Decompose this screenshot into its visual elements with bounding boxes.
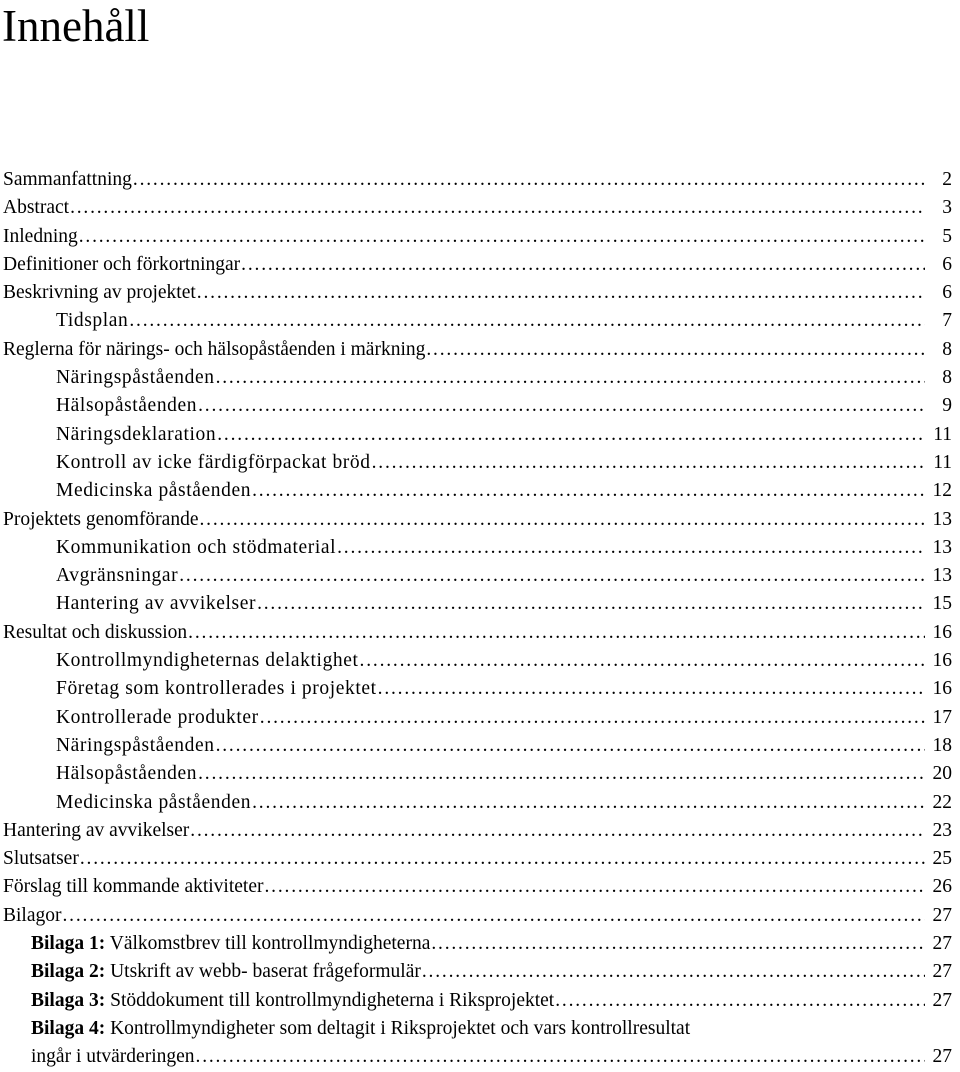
toc-dot-leader: [426, 336, 925, 364]
toc-entry[interactable]: [0, 902, 960, 930]
toc-dot-leader: [252, 477, 925, 505]
toc-entry[interactable]: [0, 590, 960, 618]
toc-entry[interactable]: [0, 364, 960, 392]
toc-appendix-entries: [0, 930, 960, 1071]
toc-entry-label: Näringspåståenden: [56, 367, 215, 389]
toc-entry-page-number: 13: [932, 565, 952, 587]
toc-entry-page-number: 6: [942, 282, 952, 304]
toc-dot-leader: [197, 279, 925, 307]
toc-entry-page-number: 16: [932, 678, 952, 700]
toc-dot-leader: [188, 619, 925, 647]
toc-dot-leader: [198, 760, 925, 788]
toc-dot-leader: [190, 817, 925, 845]
toc-dot-leader: [200, 506, 926, 534]
toc-dot-leader: [337, 534, 925, 562]
toc-appendix-prefix: Bilaga 3:: [31, 989, 106, 1011]
toc-entry-label: Företag som kontrollerades i projektet: [56, 678, 377, 700]
toc-appendix-label: [31, 958, 421, 986]
toc-dot-leader: [360, 647, 925, 675]
toc-entry-page-number: 6: [942, 253, 952, 275]
toc-appendix-page-number: 27: [932, 961, 952, 983]
toc-entry[interactable]: [0, 223, 960, 251]
toc-appendix-page-number: 27: [932, 989, 952, 1011]
toc-entry-label: Kommunikation och stödmaterial: [56, 536, 337, 558]
toc-appendix-prefix: Bilaga 4:: [31, 1017, 106, 1039]
toc-dot-leader: [129, 307, 925, 335]
toc-entry-page-number: 20: [932, 763, 952, 785]
toc-entry[interactable]: [0, 307, 960, 335]
toc-entry[interactable]: [0, 449, 960, 477]
table-of-contents: [0, 166, 960, 1072]
toc-appendix-entry-continuation[interactable]: [0, 1043, 960, 1071]
toc-entry-label: Bilagor: [3, 904, 62, 926]
toc-appendix-label: [31, 987, 554, 1015]
toc-entry[interactable]: [0, 873, 960, 901]
toc-appendix-prefix: Bilaga 1:: [31, 933, 106, 955]
toc-entry-page-number: 16: [932, 621, 952, 643]
toc-entry-label: Resultat och diskussion: [3, 621, 188, 643]
toc-entry[interactable]: [0, 562, 960, 590]
toc-entry-page-number: 8: [942, 367, 952, 389]
toc-dot-leader: [179, 562, 925, 590]
toc-entry-page-number: 16: [932, 650, 952, 672]
toc-entry-label: Inledning: [3, 225, 78, 247]
toc-entry[interactable]: [0, 279, 960, 307]
toc-entry-page-number: 5: [942, 225, 952, 247]
toc-entry-page-number: 9: [942, 395, 952, 417]
toc-appendix-title: Välkomstbrev till kontrollmyndigheterna: [105, 933, 431, 955]
toc-entry[interactable]: [0, 166, 960, 194]
toc-appendix-title: Stöddokument till kontrollmyndigheterna i Riksprojektet: [105, 989, 555, 1011]
toc-entry-page-number: 13: [932, 536, 952, 558]
toc-entry-label: Näringsdeklaration: [56, 423, 217, 445]
toc-appendix-label: [31, 1015, 690, 1043]
toc-dot-leader: [198, 392, 925, 420]
toc-entry-label: Reglerna för närings- och hälsopåståenden i märkning: [3, 338, 426, 360]
toc-entry[interactable]: [0, 506, 960, 534]
toc-entry[interactable]: [0, 421, 960, 449]
toc-dot-leader: [260, 704, 925, 732]
toc-entry-page-number: 25: [932, 848, 952, 870]
toc-entry-page-number: 17: [932, 706, 952, 728]
toc-entry-page-number: 18: [932, 734, 952, 756]
toc-dot-leader: [79, 223, 925, 251]
toc-entry[interactable]: [0, 704, 960, 732]
toc-entry-label: Kontroll av icke färdigförpackat bröd: [56, 451, 371, 473]
toc-entry-label: Kontrollerade produkter: [56, 706, 259, 728]
toc-main-entries: [0, 166, 960, 930]
toc-dot-leader: [133, 166, 925, 194]
toc-entry-label: Hantering av avvikelser: [56, 593, 257, 615]
toc-entry[interactable]: [0, 789, 960, 817]
toc-entry-page-number: 11: [933, 451, 952, 473]
toc-dot-leader: [80, 845, 925, 873]
page-title: Innehåll: [2, 1, 150, 51]
toc-appendix-entry[interactable]: [0, 930, 960, 958]
toc-dot-leader: [63, 902, 926, 930]
toc-entry-label: Kontrollmyndigheternas delaktighet: [56, 650, 359, 672]
toc-dot-leader: [378, 675, 925, 703]
toc-entry-page-number: 11: [933, 423, 952, 445]
toc-appendix-label-continuation: ingår i utvärderingen: [31, 1046, 195, 1068]
toc-appendix-page-number: 27: [932, 933, 952, 955]
toc-entry-label: Näringspåståenden: [56, 734, 215, 756]
toc-entry-label: Abstract: [3, 197, 70, 219]
toc-entry-label: Avgränsningar: [56, 565, 179, 587]
toc-entry[interactable]: [0, 392, 960, 420]
toc-appendix-label: [31, 930, 430, 958]
toc-entry-label: Hälsopåståenden: [56, 763, 198, 785]
toc-appendix-prefix: Bilaga 2:: [31, 961, 106, 983]
toc-appendix-title: Utskrift av webb- baserat frågeformulär: [105, 961, 421, 983]
toc-entry[interactable]: [0, 534, 960, 562]
toc-dot-leader: [196, 1043, 925, 1071]
toc-entry[interactable]: [0, 760, 960, 788]
toc-entry-page-number: 13: [932, 508, 952, 530]
toc-dot-leader: [372, 449, 925, 477]
toc-entry-page-number: 12: [932, 480, 952, 502]
toc-entry-label: Definitioner och förkortningar: [3, 253, 241, 275]
toc-entry-page-number: 7: [942, 310, 952, 332]
toc-dot-leader: [257, 590, 925, 618]
toc-entry-label: Förslag till kommande aktiviteter: [3, 876, 264, 898]
toc-dot-leader: [265, 873, 926, 901]
toc-dot-leader: [431, 930, 925, 958]
toc-entry[interactable]: [0, 647, 960, 675]
toc-entry-label: Medicinska påståenden: [56, 791, 252, 813]
toc-appendix-page-number: 27: [932, 1046, 952, 1068]
toc-appendix-entry[interactable]: [0, 1015, 960, 1043]
toc-entry[interactable]: [0, 619, 960, 647]
toc-entry-label: Tidsplan: [56, 310, 129, 332]
toc-entry-label: Medicinska påståenden: [56, 480, 252, 502]
toc-entry-label: Hantering av avvikelser: [3, 819, 190, 841]
toc-entry[interactable]: [0, 732, 960, 760]
toc-entry-page-number: 3: [942, 197, 952, 219]
toc-dot-leader: [216, 732, 925, 760]
toc-dot-leader: [555, 987, 925, 1015]
toc-dot-leader: [241, 251, 925, 279]
toc-entry-label: Sammanfattning: [3, 169, 132, 190]
toc-entry-page-number: 27: [932, 904, 952, 926]
toc-entry-label: Beskrivning av projektet: [3, 282, 196, 304]
toc-entry[interactable]: [0, 817, 960, 845]
toc-entry[interactable]: [0, 477, 960, 505]
toc-entry[interactable]: [0, 845, 960, 873]
toc-appendix-entry[interactable]: [0, 987, 960, 1015]
toc-entry[interactable]: [0, 251, 960, 279]
toc-appendix-title: Kontrollmyndigheter som deltagit i Riksprojektet och vars kontrollresultat: [105, 1017, 691, 1039]
toc-entry-page-number: 8: [942, 338, 952, 360]
toc-entry-label: Projektets genomförande: [3, 508, 199, 530]
toc-entry-page-number: 22: [932, 791, 952, 813]
toc-entry[interactable]: [0, 675, 960, 703]
toc-entry-page-number: 23: [932, 819, 952, 841]
toc-dot-leader: [216, 364, 925, 392]
toc-entry-label: Slutsatser: [3, 848, 79, 870]
toc-entry[interactable]: [0, 336, 960, 364]
toc-dot-leader: [70, 194, 925, 222]
toc-dot-leader: [217, 421, 925, 449]
toc-entry-page-number: 26: [932, 876, 952, 898]
toc-entry-page-number: 15: [932, 593, 952, 615]
toc-entry-page-number: 2: [942, 169, 952, 190]
toc-entry-label: Hälsopåståenden: [56, 395, 198, 417]
toc-entry[interactable]: [0, 194, 960, 222]
toc-dot-leader: [252, 789, 925, 817]
toc-dot-leader: [422, 958, 925, 986]
toc-appendix-entry[interactable]: [0, 958, 960, 986]
